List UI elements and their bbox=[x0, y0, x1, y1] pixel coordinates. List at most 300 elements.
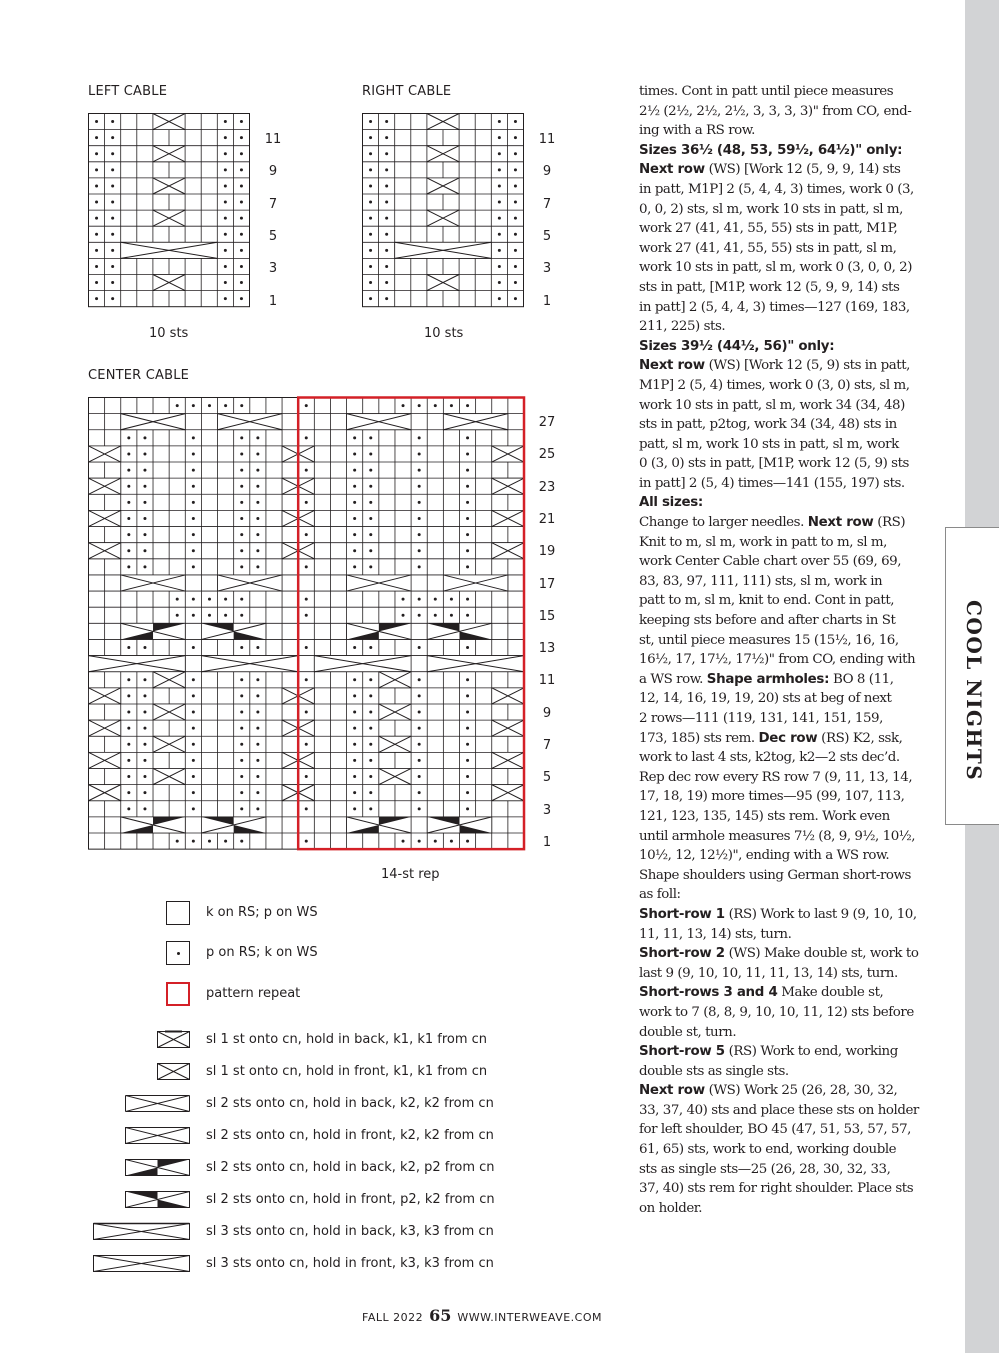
instruction-text: 33, 37, 40) sts and place these sts on holder bbox=[639, 1102, 919, 1118]
purl-dot bbox=[353, 678, 356, 681]
cable-1-1-front-icon bbox=[157, 1063, 190, 1081]
purl-dot bbox=[240, 297, 243, 300]
instruction-text: a WS row. bbox=[639, 671, 707, 687]
instruction-line bbox=[639, 552, 924, 572]
purl-dot bbox=[95, 201, 98, 204]
purl-dot bbox=[466, 436, 469, 439]
purl-dot bbox=[224, 120, 227, 123]
instruction-text: 121, 123, 135, 145) sts rem. Work even bbox=[639, 808, 890, 824]
instruction-text: work 27 (41, 41, 55, 55) sts in patt, sl m, bbox=[639, 240, 897, 256]
instruction-text: 17, 18, 19) more times—95 (99, 107, 113, bbox=[639, 789, 905, 805]
instruction-line bbox=[639, 1042, 924, 1062]
purl-dot bbox=[353, 759, 356, 762]
purl-dot bbox=[514, 249, 517, 252]
purl-dot bbox=[127, 727, 130, 730]
purl-dot bbox=[127, 678, 130, 681]
purl-dot bbox=[143, 533, 146, 536]
purl-dot bbox=[256, 485, 259, 488]
cable-2-2-back-icon bbox=[125, 1095, 190, 1113]
instruction-line bbox=[639, 278, 924, 298]
row-number: 1 bbox=[268, 293, 278, 309]
instruction-text: Change to larger needles. bbox=[639, 515, 808, 531]
instruction-line bbox=[639, 239, 924, 259]
row-number: 5 bbox=[542, 770, 552, 786]
row-number: 7 bbox=[542, 196, 552, 212]
purl-dot bbox=[434, 598, 437, 601]
purl-dot bbox=[353, 533, 356, 536]
purl-dot bbox=[369, 694, 372, 697]
purl-dot bbox=[240, 646, 243, 649]
instruction-line bbox=[639, 474, 924, 494]
purl-dot bbox=[192, 743, 195, 746]
purl-dot bbox=[143, 807, 146, 810]
instruction-line bbox=[639, 964, 924, 984]
purl-dot bbox=[466, 501, 469, 504]
instruction-text: patt, sl m, work 10 sts in patt, sl m, work bbox=[639, 436, 899, 452]
purl-dot bbox=[127, 791, 130, 794]
instruction-line bbox=[639, 846, 924, 866]
instruction-line bbox=[639, 748, 924, 768]
purl-dot bbox=[353, 711, 356, 714]
purl-dot bbox=[369, 807, 372, 810]
purl-dot bbox=[240, 533, 243, 536]
purl-dot bbox=[385, 265, 388, 268]
purl-dot bbox=[256, 646, 259, 649]
purl-dot bbox=[418, 711, 421, 714]
instruction-line bbox=[639, 258, 924, 278]
row-number: 9 bbox=[542, 164, 552, 180]
purl-dot bbox=[514, 233, 517, 236]
purl-dot bbox=[224, 136, 227, 139]
purl-dot bbox=[176, 404, 179, 407]
purl-dot bbox=[208, 614, 211, 617]
instruction-text: Shape shoulders using German short-rows bbox=[639, 867, 911, 883]
row-number: 1 bbox=[542, 293, 552, 309]
instruction-text: 2½ (2½, 2½, 2½, 3, 3, 3, 3)" from CO, end- bbox=[639, 103, 912, 119]
purl-dot bbox=[498, 152, 501, 155]
purl-dot bbox=[224, 840, 227, 843]
purl-dot bbox=[450, 404, 453, 407]
purl-dot bbox=[369, 711, 372, 714]
purl-dot bbox=[95, 168, 98, 171]
purl-dot bbox=[143, 711, 146, 714]
section-tab bbox=[945, 527, 999, 825]
purl-dot bbox=[466, 452, 469, 455]
instruction-text: work 27 (41, 41, 55, 55) sts in patt, M1P, bbox=[639, 221, 898, 237]
purl-dot bbox=[402, 404, 405, 407]
purl-dot bbox=[369, 469, 372, 472]
purl-dot bbox=[466, 711, 469, 714]
purl-dot bbox=[369, 533, 372, 536]
purl-dot bbox=[256, 807, 259, 810]
instruction-text: patt to m, sl m, knit to end. Cont in patt, bbox=[639, 593, 895, 609]
instruction-text: (RS) bbox=[873, 515, 906, 531]
purl-dot bbox=[256, 759, 259, 762]
purl-dot bbox=[240, 565, 243, 568]
instruction-line bbox=[639, 611, 924, 631]
purl-dot bbox=[240, 436, 243, 439]
purl-dot bbox=[240, 469, 243, 472]
key-label-2-2-back: sl 2 sts onto cn, hold in back, k2, k2 from cn bbox=[206, 1096, 494, 1111]
instruction-line bbox=[639, 415, 924, 435]
purl-dot bbox=[176, 598, 179, 601]
purl-dot bbox=[353, 775, 356, 778]
purl-dot bbox=[256, 565, 259, 568]
purl-dot bbox=[192, 533, 195, 536]
purl-dot bbox=[498, 168, 501, 171]
purl-dot bbox=[192, 759, 195, 762]
cable-2-2-back-purl-icon bbox=[125, 1159, 190, 1177]
instruction-bold-text: Sizes 39½ (44½, 56)" only: bbox=[639, 338, 835, 354]
purl-dot bbox=[369, 136, 372, 139]
purl-dot bbox=[224, 201, 227, 204]
instruction-line bbox=[639, 102, 924, 122]
purl-dot bbox=[111, 136, 114, 139]
purl-dot bbox=[224, 281, 227, 284]
purl-dot bbox=[369, 743, 372, 746]
instruction-text: st, until piece measures 15 (15½, 16, 16, bbox=[639, 632, 899, 648]
cable-2-2-front-icon bbox=[125, 1127, 190, 1145]
instruction-text: ing with a RS row. bbox=[639, 123, 755, 139]
purl-dot bbox=[95, 184, 98, 187]
purl-dot bbox=[369, 678, 372, 681]
row-number: 19 bbox=[538, 544, 556, 560]
purl-dot bbox=[353, 743, 356, 746]
page-number: 65 bbox=[429, 1306, 452, 1325]
row-number: 3 bbox=[542, 261, 552, 277]
purl-dot bbox=[385, 249, 388, 252]
instruction-text: (WS) [Work 12 (5, 9, 9, 14) sts bbox=[704, 162, 901, 178]
instruction-text: in patt] 2 (5, 4, 4, 3) times—127 (169, 183, bbox=[639, 299, 910, 315]
purl-dot bbox=[192, 614, 195, 617]
purl-dot bbox=[418, 485, 421, 488]
purl-dot bbox=[143, 469, 146, 472]
instruction-bold-text: Next row bbox=[639, 1083, 705, 1099]
cable-3-3-front-icon bbox=[93, 1255, 190, 1273]
purl-dot bbox=[514, 297, 517, 300]
instruction-text: work Center Cable chart over 55 (69, 69, bbox=[639, 554, 902, 570]
purl-dot bbox=[369, 549, 372, 552]
instruction-line bbox=[639, 1160, 924, 1180]
purl-dot bbox=[418, 469, 421, 472]
row-number: 3 bbox=[542, 802, 552, 818]
purl-dot bbox=[143, 549, 146, 552]
purl-dot bbox=[192, 678, 195, 681]
purl-dot bbox=[305, 646, 308, 649]
instruction-line bbox=[639, 709, 924, 729]
purl-dot bbox=[369, 791, 372, 794]
instruction-line bbox=[639, 1179, 924, 1199]
instruction-bold-text: Next row bbox=[639, 358, 705, 374]
purl-dot bbox=[240, 840, 243, 843]
purl-dot bbox=[256, 533, 259, 536]
purl-dot bbox=[369, 184, 372, 187]
purl-dot bbox=[256, 694, 259, 697]
purl-dot bbox=[240, 217, 243, 220]
purl-dot bbox=[498, 281, 501, 284]
purl-dot bbox=[256, 517, 259, 520]
instruction-line bbox=[639, 689, 924, 709]
purl-dot bbox=[127, 517, 130, 520]
purl-dot bbox=[353, 469, 356, 472]
purl-dot bbox=[111, 233, 114, 236]
purl-dot bbox=[418, 775, 421, 778]
purl-dot bbox=[369, 281, 372, 284]
purl-dot bbox=[240, 265, 243, 268]
instruction-line bbox=[639, 729, 924, 749]
purl-dot bbox=[224, 404, 227, 407]
row-number: 27 bbox=[538, 415, 556, 430]
purl-dot bbox=[418, 646, 421, 649]
instruction-line bbox=[639, 1062, 924, 1082]
purl-dot bbox=[498, 265, 501, 268]
purl-dot bbox=[240, 743, 243, 746]
row-number: 17 bbox=[538, 576, 556, 592]
purl-dot bbox=[385, 168, 388, 171]
purl-dot bbox=[143, 452, 146, 455]
key-label-1-1-back: sl 1 st onto cn, hold in back, k1, k1 from cn bbox=[206, 1032, 488, 1047]
purl-dot bbox=[192, 711, 195, 714]
purl-dot bbox=[466, 646, 469, 649]
purl-dot bbox=[353, 565, 356, 568]
purl-dot bbox=[498, 120, 501, 123]
purl-dot bbox=[385, 184, 388, 187]
instruction-text: 61, 65) sts, work to end, working double bbox=[639, 1142, 897, 1158]
instruction-text: keeping sts before and after charts in St bbox=[639, 613, 896, 629]
instruction-line bbox=[639, 1101, 924, 1121]
purl-dot bbox=[143, 517, 146, 520]
instruction-text: for left shoulder, BO 45 (47, 51, 53, 57, 57, bbox=[639, 1122, 911, 1138]
purl-dot bbox=[418, 549, 421, 552]
instruction-line bbox=[639, 650, 924, 670]
instruction-line bbox=[639, 337, 924, 357]
purl-dot bbox=[192, 598, 195, 601]
instruction-line bbox=[639, 298, 924, 318]
purl-dot bbox=[192, 807, 195, 810]
purl-dot bbox=[143, 485, 146, 488]
instruction-line bbox=[639, 983, 924, 1003]
purl-dot bbox=[192, 565, 195, 568]
purl-dot bbox=[176, 840, 179, 843]
instruction-bold-text: Short-rows 3 and 4 bbox=[639, 985, 778, 1001]
purl-dot bbox=[305, 436, 308, 439]
purl-dot bbox=[143, 743, 146, 746]
instruction-text: 2 rows—111 (119, 131, 141, 151, 159, bbox=[639, 711, 883, 726]
purl-dot bbox=[369, 452, 372, 455]
instruction-text: (RS) K2, ssk, bbox=[817, 730, 903, 746]
purl-dot bbox=[240, 120, 243, 123]
purl-dot bbox=[498, 249, 501, 252]
instruction-text: 37, 40) sts rem for right shoulder. Place sts bbox=[639, 1181, 914, 1197]
purl-dot bbox=[434, 840, 437, 843]
instruction-line bbox=[639, 631, 924, 651]
instruction-line bbox=[639, 866, 924, 886]
purl-dot bbox=[434, 614, 437, 617]
purl-dot bbox=[256, 743, 259, 746]
purl-dot bbox=[95, 120, 98, 123]
purl-dot bbox=[95, 233, 98, 236]
instruction-line bbox=[639, 1023, 924, 1043]
instruction-text: (WS) Make double st, work to bbox=[724, 946, 919, 962]
purl-dot bbox=[224, 249, 227, 252]
purl-dot bbox=[127, 775, 130, 778]
purl-dot bbox=[498, 217, 501, 220]
purl-dot bbox=[256, 501, 259, 504]
purl-dot bbox=[111, 265, 114, 268]
purl-dot bbox=[369, 249, 372, 252]
purl-dot bbox=[353, 791, 356, 794]
purl-dot bbox=[385, 136, 388, 139]
instruction-bold-text: All sizes: bbox=[639, 495, 703, 511]
purl-dot bbox=[127, 743, 130, 746]
purl-dot bbox=[450, 840, 453, 843]
purl-dot bbox=[240, 549, 243, 552]
purl-dot bbox=[514, 265, 517, 268]
instruction-text: work to last 4 sts, k2tog, k2—2 sts dec’d. bbox=[639, 750, 900, 766]
purl-dot bbox=[143, 775, 146, 778]
purl-dot bbox=[305, 840, 308, 843]
purl-dot bbox=[466, 791, 469, 794]
purl-dot bbox=[256, 549, 259, 552]
purl-dot bbox=[418, 807, 421, 810]
purl-dot bbox=[466, 549, 469, 552]
instruction-bold-text: Short-row 5 bbox=[639, 1044, 725, 1060]
purl-dot bbox=[305, 565, 308, 568]
key-label-2-2-front-purl: sl 2 sts onto cn, hold in front, p2, k2 from cn bbox=[206, 1192, 495, 1207]
purl-dot bbox=[95, 249, 98, 252]
instruction-line bbox=[639, 670, 924, 690]
purl-dot bbox=[353, 485, 356, 488]
instruction-line bbox=[639, 905, 924, 925]
purl-dot bbox=[240, 501, 243, 504]
row-number: 7 bbox=[268, 196, 278, 212]
purl-dot bbox=[127, 711, 130, 714]
instruction-text: Rep dec row every RS row 7 (9, 11, 13, 14, bbox=[639, 769, 913, 785]
purl-dot bbox=[498, 233, 501, 236]
purl-dot bbox=[418, 565, 421, 568]
purl-dot bbox=[111, 249, 114, 252]
instruction-line bbox=[639, 807, 924, 827]
key-label-repeat: pattern repeat bbox=[206, 986, 301, 1001]
purl-dot bbox=[224, 168, 227, 171]
purl-dot bbox=[240, 152, 243, 155]
purl-dot bbox=[466, 614, 469, 617]
right-cable-width-label: 10 sts bbox=[424, 326, 464, 341]
purl-dot bbox=[466, 598, 469, 601]
purl-dot bbox=[498, 297, 501, 300]
section-tab-label: COOL NIGHTS bbox=[962, 600, 986, 782]
purl-dot bbox=[256, 436, 259, 439]
instruction-line bbox=[639, 180, 924, 200]
purl-dot bbox=[385, 297, 388, 300]
purl-dot bbox=[466, 759, 469, 762]
purl-dot bbox=[240, 404, 243, 407]
purl-dot bbox=[369, 727, 372, 730]
instruction-text: work 10 sts in patt, sl m, work 34 (34, 48) bbox=[639, 397, 905, 413]
instruction-bold-text: Shape armholes: bbox=[706, 671, 830, 687]
purl-dot bbox=[240, 517, 243, 520]
purl-dot bbox=[514, 168, 517, 171]
purl-dot bbox=[498, 184, 501, 187]
instruction-bold-text: Short-row 2 bbox=[639, 946, 725, 962]
purl-dot bbox=[418, 501, 421, 504]
purl-dot bbox=[369, 517, 372, 520]
purl-dot bbox=[369, 217, 372, 220]
row-number: 9 bbox=[268, 164, 278, 180]
purl-dot bbox=[369, 297, 372, 300]
purl-dot bbox=[466, 775, 469, 778]
left-cable-chart bbox=[88, 113, 250, 308]
purl-dot bbox=[192, 452, 195, 455]
row-number: 11 bbox=[538, 673, 556, 689]
purl-dot bbox=[256, 727, 259, 730]
center-cable-title: CENTER CABLE bbox=[88, 368, 190, 383]
purl-dot bbox=[192, 791, 195, 794]
instruction-line bbox=[639, 317, 924, 337]
purl-dot bbox=[240, 485, 243, 488]
instruction-line bbox=[639, 787, 924, 807]
purl-dot bbox=[369, 775, 372, 778]
instruction-line bbox=[639, 493, 924, 513]
instruction-line bbox=[639, 572, 924, 592]
purl-dot bbox=[111, 120, 114, 123]
purl-dot bbox=[240, 136, 243, 139]
purl-dot bbox=[143, 694, 146, 697]
purl-dot bbox=[143, 436, 146, 439]
instruction-text: Knit to m, sl m, work in patt to m, sl m, bbox=[639, 534, 887, 550]
purl-dot bbox=[95, 152, 98, 155]
purl-dot bbox=[240, 775, 243, 778]
purl-dot bbox=[95, 265, 98, 268]
row-number: 3 bbox=[268, 261, 278, 277]
purl-dot bbox=[369, 265, 372, 268]
purl-dot bbox=[305, 501, 308, 504]
row-number: 7 bbox=[542, 738, 552, 753]
purl-dot bbox=[127, 533, 130, 536]
purl-dot bbox=[224, 265, 227, 268]
purl-dot bbox=[369, 565, 372, 568]
purl-dot bbox=[143, 501, 146, 504]
key-label-2-2-back-purl: sl 2 sts onto cn, hold in back, k2, p2 from cn bbox=[206, 1160, 495, 1175]
purl-dot bbox=[224, 598, 227, 601]
purl-dot bbox=[369, 436, 372, 439]
purl-dot bbox=[402, 840, 405, 843]
purl-dot bbox=[514, 136, 517, 139]
purl-dot bbox=[466, 469, 469, 472]
right-cable-title: RIGHT CABLE bbox=[362, 84, 452, 99]
purl-dot bbox=[224, 217, 227, 220]
purl-dot bbox=[514, 281, 517, 284]
purl-dot bbox=[95, 136, 98, 139]
purl-dot bbox=[385, 233, 388, 236]
purl-dot bbox=[224, 614, 227, 617]
purl-dot bbox=[127, 565, 130, 568]
instruction-line bbox=[639, 513, 924, 533]
instruction-line bbox=[639, 435, 924, 455]
purl-dot bbox=[127, 807, 130, 810]
instruction-text: (WS) [Work 12 (5, 9) sts in patt, bbox=[704, 358, 910, 374]
purl-dot bbox=[240, 281, 243, 284]
purl-dot bbox=[466, 743, 469, 746]
instruction-line bbox=[639, 82, 924, 102]
purl-dot bbox=[256, 711, 259, 714]
purl-dot bbox=[240, 233, 243, 236]
purl-dot bbox=[434, 404, 437, 407]
purl-dot bbox=[402, 614, 405, 617]
instruction-text: 16½, 17, 17½, 17½)" from CO, ending with bbox=[639, 652, 916, 668]
purl-dot bbox=[305, 807, 308, 810]
purl-dot bbox=[192, 775, 195, 778]
